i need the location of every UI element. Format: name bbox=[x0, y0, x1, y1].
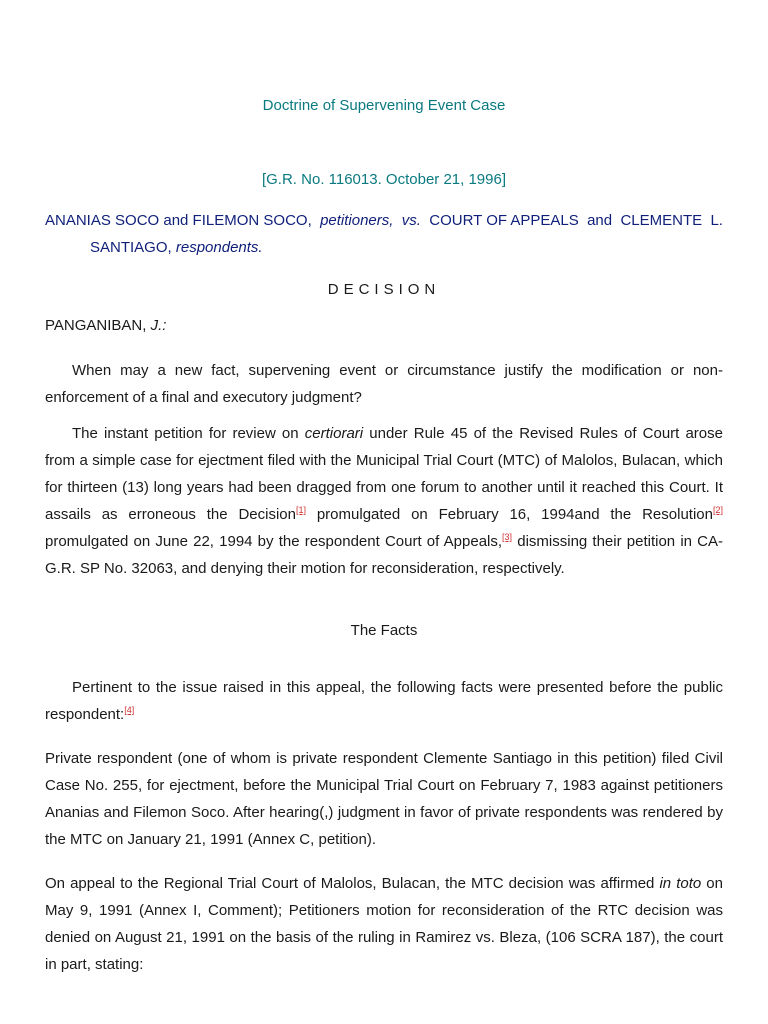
doc-title: Doctrine of Supervening Event Case bbox=[262, 97, 506, 114]
section-heading-facts: The Facts bbox=[350, 622, 418, 639]
paragraph-3: Pertinent to the issue raised in this appeal, the following facts were presented before the public respondent:[4] bbox=[45, 679, 723, 723]
footnote-3-link[interactable]: [3] bbox=[502, 532, 513, 542]
petitioners-names: ANANIAS SOCO and FILEMON SOCO, bbox=[45, 212, 312, 229]
parties-line-1 bbox=[45, 207, 723, 234]
paragraph-1: When may a new fact, supervening event or circumstance justify the modification or non-enforcement of a final and executory judgment? bbox=[45, 362, 723, 406]
and-word: and bbox=[587, 212, 613, 229]
respondent-initial: L. bbox=[710, 212, 723, 229]
paragraph-2: The instant petition for review on certiorari under Rule 45 of the Revised Rules of Court arose from a simple case for ejectment filed with the Municipal Trial Court (MTC) of Malolos, Bulacan, which for thirteen (13) long years had been dragged from one forum to another until it reached this Court. It assails as erroneous the Decision[1] promulgated on February 16, 1994and the Resolution[2] promulgated on June 22, 1994 by the respondent Court of Appeals,[3] dismissing their petition in CA-G.R. SP No. 32063, and denying their motion for reconsideration, respectively. bbox=[45, 425, 724, 577]
respondent-first-name: CLEMENTE bbox=[620, 212, 703, 229]
case-number: [G.R. No. 116013. October 21, 1996] bbox=[261, 171, 507, 188]
paragraph-5: On appeal to the Regional Trial Court of Malolos, Bulacan, the MTC decision was affirmed in toto on May 9, 1991 (Annex I, Comment); Petitioners motion for reconsideration of the RTC decision was denied on August 21, 1991 on the basis of the ruling in Ramirez vs. Bleza, (106 SCRA 187), the court in part, stating: bbox=[45, 875, 723, 973]
respondent-court: COURT OF APPEALS bbox=[429, 212, 579, 229]
petitioners-label: petitioners, bbox=[320, 212, 394, 229]
footnote-1-link[interactable]: [1] bbox=[295, 505, 306, 515]
decision-heading: DECISION bbox=[327, 281, 441, 298]
respondent-last-name: SANTIAGO, bbox=[90, 239, 172, 256]
respondents-label: respondents. bbox=[175, 239, 263, 256]
ponente: PANGANIBAN, J.: bbox=[45, 317, 167, 334]
footnote-4-link[interactable]: [4] bbox=[124, 705, 135, 715]
footnote-2-link[interactable]: [2] bbox=[712, 505, 723, 515]
parties-line-2 bbox=[45, 234, 723, 261]
parties bbox=[45, 207, 723, 261]
paragraph-4: Private respondent (one of whom is private respondent Clemente Santiago in this petition) filed Civil Case No. 255, for ejectment, before the Municipal Trial Court on February 7, 1983 against petitioners Ananias and Filemon Soco. After hearing(,) judgment in favor of private respondents was rendered by the MTC on January 21, 1991 (Annex C, petition). bbox=[45, 750, 723, 848]
vs-label: vs. bbox=[401, 212, 421, 229]
